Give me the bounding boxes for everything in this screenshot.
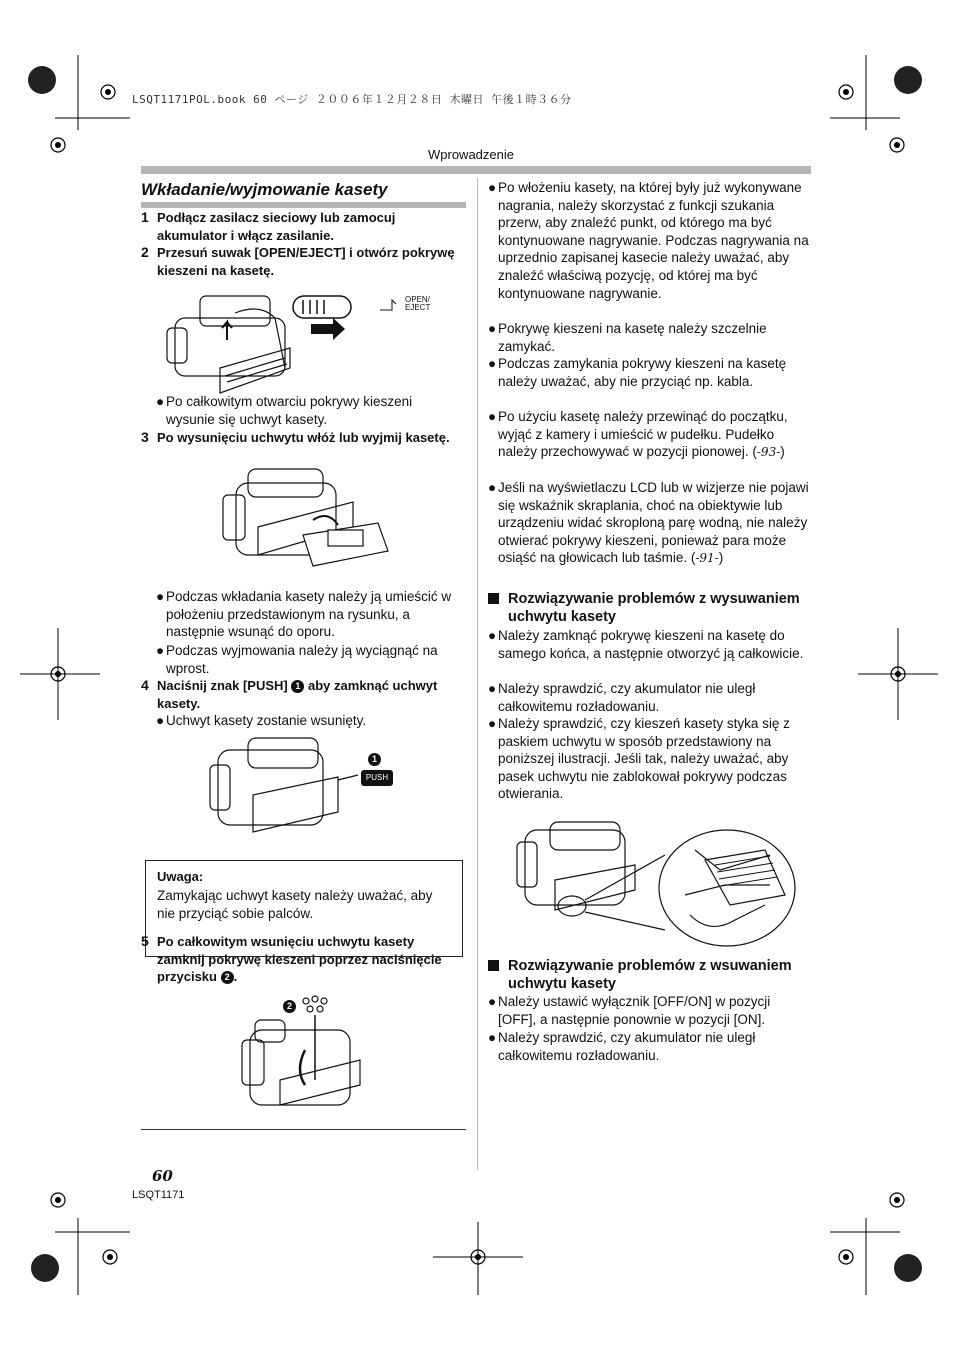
bullet-item <box>488 355 810 390</box>
bullet-dot: ● <box>156 643 165 658</box>
bullet-item <box>488 993 810 1028</box>
step-text <box>157 933 461 986</box>
bullet-item <box>156 712 461 730</box>
close-cover-illustration <box>240 995 380 1120</box>
note-title: Uwaga: <box>157 869 204 884</box>
square-bullet-icon <box>488 960 499 971</box>
bullet-dot: ● <box>488 356 497 371</box>
page-ref: -93- <box>756 445 781 460</box>
bullet-dot: ● <box>156 713 165 728</box>
bullet-dot: ● <box>488 180 497 195</box>
bullet-text <box>498 479 810 568</box>
bullet-text: Należy ustawić wyłącznik [OFF/ON] w pozycji [OFF], a następnie ponownie w pozycji [ON]. <box>498 994 771 1027</box>
bullet-item <box>488 320 810 355</box>
step-number: 1 <box>141 209 149 225</box>
step-number: 3 <box>141 429 149 445</box>
step-text-b: aby zamknąć uchwyt kasety. <box>157 678 438 711</box>
bottom-rule <box>141 1129 466 1130</box>
bullet-dot: ● <box>488 994 497 1009</box>
step-text-a: Po całkowitym wsunięciu uchwytu kasety zamknij pokrywę kieszeni poprzez naciśnięcie przycisku <box>157 934 442 984</box>
bullet-dot: ● <box>488 480 497 495</box>
subheading-text: Rozwiązywanie problemów z wsuwaniem uchwytu kasety <box>508 958 792 992</box>
bullet-dot: ● <box>488 321 497 336</box>
step-text-a: Naciśnij znak [PUSH] <box>157 678 288 693</box>
callout-1-badge <box>368 750 381 768</box>
bullet-text-a: Po użyciu kasetę należy przewinąć do początku, wyjąć z kamery i umieścić w pudełku. Pudełko należy przechowywać w pozycji pionowej. ( <box>498 409 788 460</box>
callout-1-icon: 1 <box>368 753 381 766</box>
step-2 <box>141 244 461 279</box>
bullet-text: Należy sprawdzić, czy akumulator nie uległ całkowitemu rozładowaniu. <box>498 1030 756 1063</box>
subheading-eject-problems <box>488 590 810 626</box>
push-button: PUSH <box>361 770 393 786</box>
step-4 <box>141 677 461 712</box>
page-number: 60 <box>152 1167 173 1185</box>
square-bullet-icon <box>488 593 499 604</box>
bullet-item <box>488 715 810 803</box>
step-text-b: . <box>233 969 238 984</box>
bullet-text-b: ) <box>780 444 785 460</box>
cassette-insert-illustration <box>218 465 398 585</box>
bullet-item <box>156 642 466 677</box>
step-number: 4 <box>141 677 149 693</box>
bullet-text: Po całkowitym otwarciu pokrywy kieszeni wysunie się uchwyt kasety. <box>166 394 413 427</box>
title-rule <box>141 202 466 208</box>
bullet-dot: ● <box>488 681 497 696</box>
step-text: Podłącz zasilacz sieciowy lub zamocuj akumulator i włącz zasilanie. <box>157 210 396 243</box>
bullet-text-b: ) <box>718 550 724 566</box>
subheading-text: Rozwiązywanie problemów z wysuwaniem uchwytu kasety <box>508 591 800 625</box>
bullet-dot: ● <box>488 628 497 643</box>
bullet-item <box>488 479 810 568</box>
bullet-item <box>156 393 461 428</box>
column-divider <box>477 178 478 1170</box>
step-1 <box>141 209 461 244</box>
bullet-dot: ● <box>488 716 497 731</box>
bullet-item <box>488 408 810 462</box>
bullet-text <box>498 408 810 462</box>
bullet-dot: ● <box>156 394 165 409</box>
bullet-text: Pokrywę kieszeni na kasetę należy szczelnie zamykać. <box>498 321 767 354</box>
bullet-dot: ● <box>488 409 497 424</box>
page-ref: -91- <box>695 551 719 566</box>
bullet-dot: ● <box>488 1030 497 1045</box>
bullet-item <box>488 179 810 302</box>
subheading-insert-problems <box>488 957 810 993</box>
open-eject-label: OPEN/ EJECT <box>405 295 431 312</box>
step-text: Przesuń suwak [OPEN/EJECT] i otwórz pokrywę kieszeni na kasetę. <box>157 245 455 278</box>
bullet-dot: ● <box>156 589 165 604</box>
step-number: 2 <box>141 244 149 260</box>
bullet-text: Należy zamknąć pokrywę kieszeni na kasetę do samego końca, a następnie otworzyć ją całkowicie. <box>498 628 804 661</box>
bullet-item <box>488 680 810 715</box>
callout-1-icon: 1 <box>291 680 304 693</box>
bullet-item <box>488 627 810 662</box>
callout-2-icon: 2 <box>221 971 234 984</box>
bullet-text-a: Jeśli na wyświetlaczu LCD lub w wizjerze nie pojawi się wskaźnik skraplania, choć na obiektywie lub urządzeniu widać skroploną parę wodną, nie należy otwierać pokrywy kieszeni, ponieważ para może osiąść na głowicach lub taśmie. ( <box>498 480 809 566</box>
step-5 <box>141 933 461 986</box>
bullet-text: Należy sprawdzić, czy kieszeń kasety styka się z paskiem uchwytu w sposób przedstawiony na poniższej ilustracji. Jeśli tak, należy uważać, aby pasek uchwytu nie zablokował pokrywy podczas otwierania. <box>498 716 790 802</box>
section-label: Wprowadzenie <box>428 147 514 162</box>
bullet-text: Po włożeniu kasety, na której były już wykonywane nagrania, należy skorzystać z funkcji szukania przerw, aby znaleźć punkt, od którego ma być kontynuowane nagrywanie. Podczas nagrywania na uprzednio zapisanej kasecie należy uważać, aby znaleźć właściwą pozycję, od której ma być kontynuowane nagrywanie. <box>498 180 809 301</box>
page-title: Wkładanie/wyjmowanie kasety <box>141 180 388 199</box>
model-code: LSQT1171 <box>132 1189 185 1201</box>
header-rule <box>141 166 811 174</box>
step-text <box>157 677 461 712</box>
bullet-text: Należy sprawdzić, czy akumulator nie uległ całkowitemu rozładowaniu. <box>498 681 756 714</box>
bullet-item <box>156 588 466 641</box>
step-text: Po wysunięciu uchwytu włóż lub wyjmij kasetę. <box>157 430 450 445</box>
bullet-item <box>488 1029 810 1064</box>
bullet-text: Podczas wkładania kasety należy ją umieścić w położeniu przedstawionym na rysunku, a następnie wsunąć do oporu. <box>166 589 452 640</box>
grip-strap-illustration <box>515 820 785 945</box>
callout-2-icon: 2 <box>283 1000 296 1013</box>
step-3 <box>141 429 461 447</box>
bullet-text: Podczas wyjmowania należy ją wyciągnąć na wprost. <box>166 643 438 676</box>
bullet-text: Podczas zamykania pokrywy kieszeni na kasetę należy uważać, aby nie przyciąć np. kabla. <box>498 356 787 389</box>
file-info: LSQT1171POL.book 60 ページ ２００６年１２月２８日 木曜日 午後１時３６分 <box>132 93 572 106</box>
step-number: 5 <box>141 933 149 949</box>
bullet-text: Uchwyt kasety zostanie wsunięty. <box>166 713 367 728</box>
note-text: Zamykając uchwyt kasety należy uważać, aby nie przyciąć sobie palców. <box>157 888 433 921</box>
